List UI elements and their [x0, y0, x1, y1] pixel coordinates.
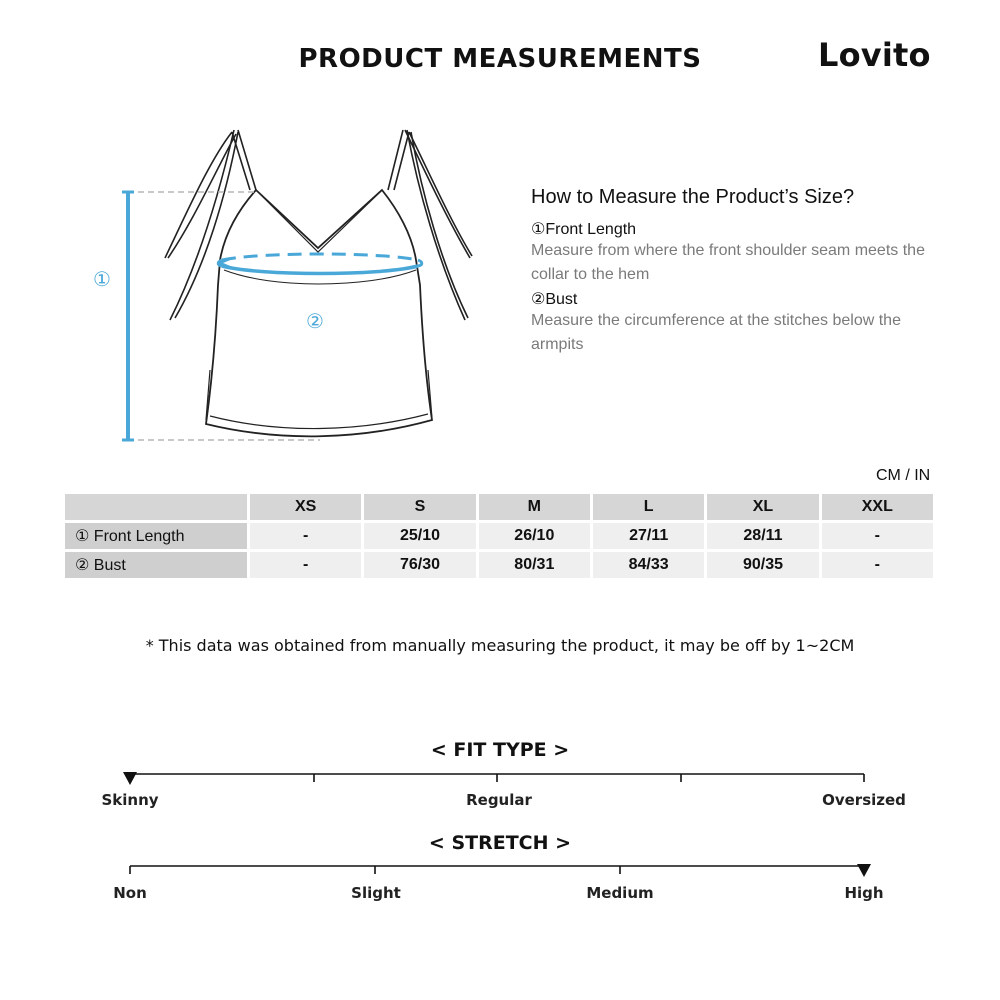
row-label-bust: ② Bust [65, 552, 247, 578]
stretch-label-high: High [844, 884, 884, 902]
table-row [65, 523, 933, 549]
table-header-row [65, 494, 933, 520]
guide-bust-description: Measure the circumference at the stitches below the armpits [531, 312, 901, 353]
size-table [62, 491, 936, 581]
measure-guide [531, 186, 951, 357]
units-label: CM / IN [876, 467, 931, 484]
front-length-marker: ① [93, 267, 111, 291]
table-cell: 76/30 [364, 552, 475, 578]
table-cell: - [822, 552, 933, 578]
guide-bust-label: ②Bust [531, 291, 578, 308]
brand-logo: Lovito [818, 36, 931, 74]
table-cell: 90/35 [707, 552, 818, 578]
page-title: PRODUCT MEASUREMENTS [298, 44, 702, 74]
table-cell: - [250, 523, 361, 549]
fit-type-label-regular: Regular [466, 791, 532, 809]
table-cell: - [250, 552, 361, 578]
table-cell: 84/33 [593, 552, 704, 578]
stretch-scale [110, 858, 890, 882]
fit-type-indicator-icon [123, 772, 137, 785]
garment-diagram [60, 120, 500, 450]
table-cell: 25/10 [364, 523, 475, 549]
table-row [65, 552, 933, 578]
stretch-label-medium: Medium [586, 884, 654, 902]
column-header-l: L [593, 494, 704, 520]
column-header-xs: XS [250, 494, 361, 520]
table-cell: 80/31 [479, 552, 590, 578]
measurement-note: * This data was obtained from manually measuring the product, it may be off by 1~2CM [145, 636, 855, 655]
guide-heading: How to Measure the Product’s Size? [531, 186, 855, 208]
fit-type-label-oversized: Oversized [822, 791, 906, 809]
column-header-s: S [364, 494, 475, 520]
fit-type-scale [110, 766, 890, 790]
stretch-indicator-icon [857, 864, 871, 877]
table-cell: - [822, 523, 933, 549]
guide-front-length-description: Measure from where the front shoulder seam meets the collar to the hem [531, 242, 925, 283]
column-header-xxl: XXL [822, 494, 933, 520]
table-corner-cell [65, 494, 247, 520]
row-label-front-length: ① Front Length [65, 523, 247, 549]
guide-front-length-label: ①Front Length [531, 221, 637, 238]
stretch-title: < STRETCH > [428, 832, 572, 854]
bust-marker: ② [306, 309, 324, 333]
column-header-m: M [479, 494, 590, 520]
fit-type-label-skinny: Skinny [101, 791, 159, 809]
stretch-label-non: Non [113, 884, 147, 902]
column-header-xl: XL [707, 494, 818, 520]
stretch-label-slight: Slight [351, 884, 401, 902]
table-cell: 28/11 [707, 523, 818, 549]
table-cell: 27/11 [593, 523, 704, 549]
table-cell: 26/10 [479, 523, 590, 549]
fit-type-title: < FIT TYPE > [430, 739, 570, 761]
